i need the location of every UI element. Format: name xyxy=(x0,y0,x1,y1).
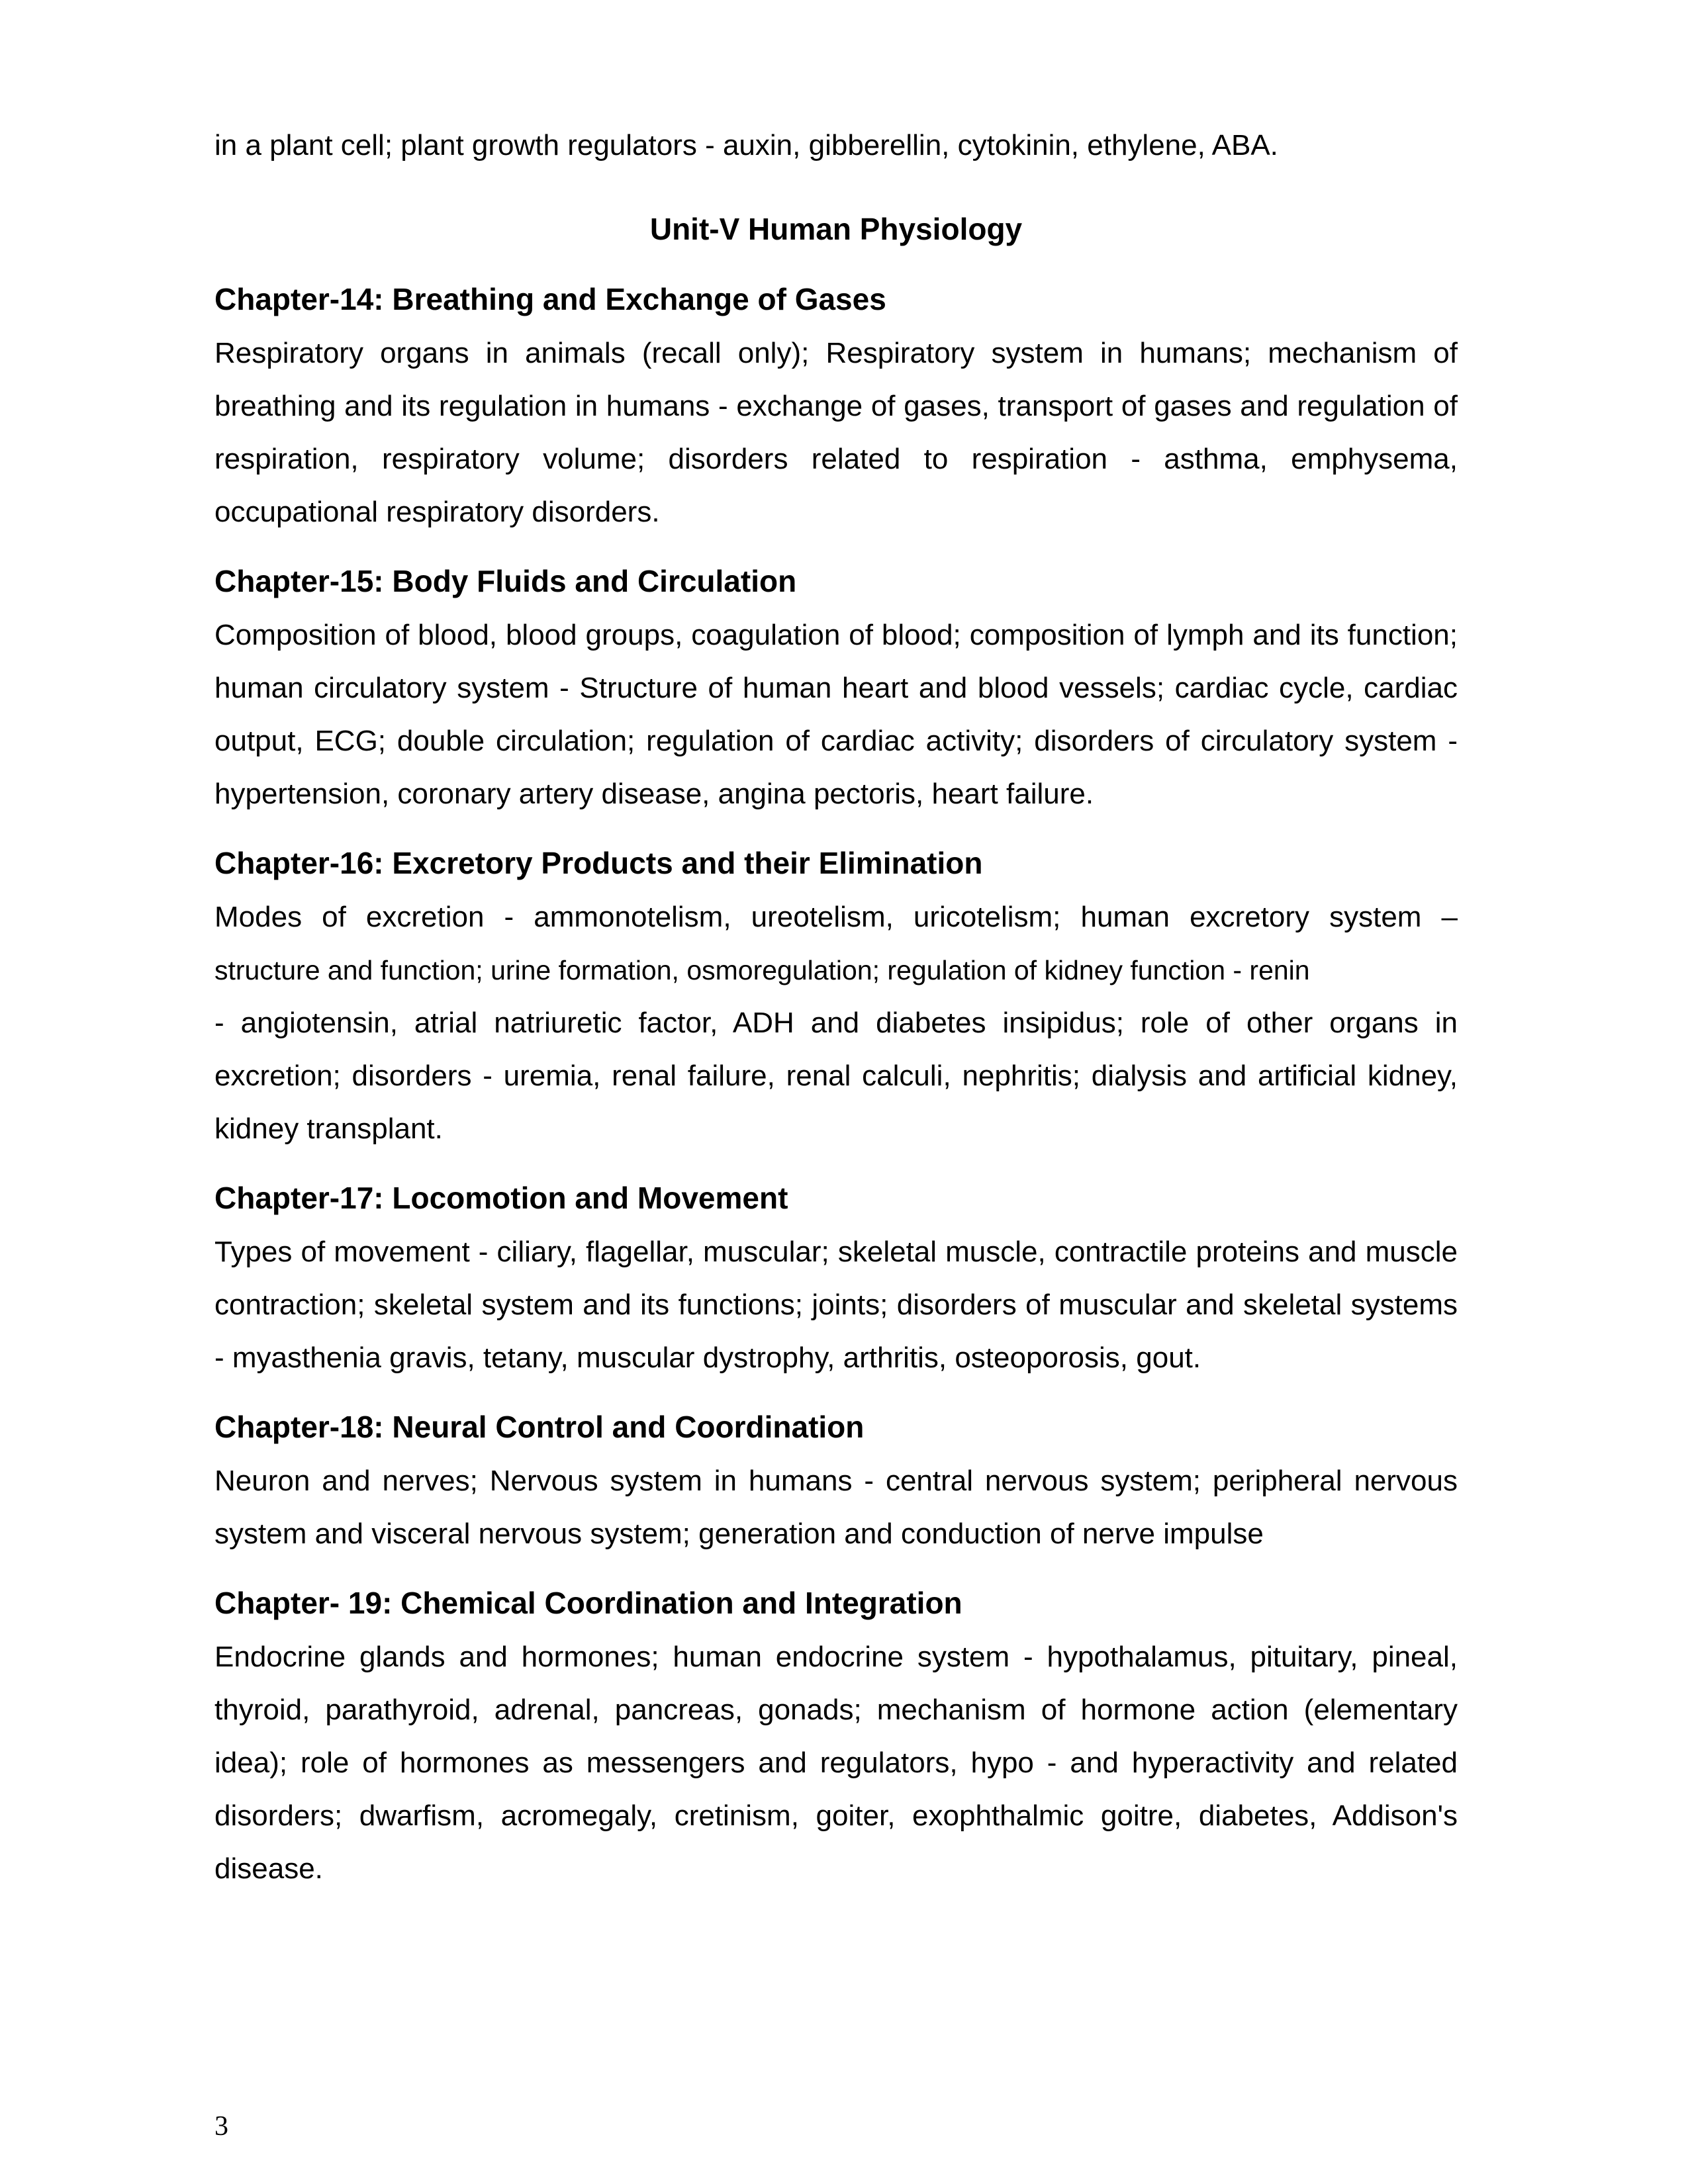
document-page xyxy=(214,119,1458,1895)
chapter-14 xyxy=(214,273,1458,539)
unit-title: Unit-V Human Physiology xyxy=(649,212,1023,246)
chapter-body: Respiratory organs in animals (recall only); Respiratory system in humans; mechanism of breathing and its regulation in humans - exchange of gases, transport of gases and regulation of respiration, respiratory volume; disorders related to respiration - asthma, emphysema, occupational respiratory disorders. xyxy=(214,337,1458,528)
chapter-title: Chapter-16: Excretory Products and their Elimination xyxy=(214,846,983,880)
chapter-17 xyxy=(214,1171,1458,1385)
chapter-body: Endocrine glands and hormones; human endocrine system - hypothalamus, pituitary, pineal, thyroid, parathyroid, adrenal, pancreas, gonads; mechanism of hormone action (elementary idea); role of hormones as messengers and regulators, hypo - and hyperactivity and related disorders; dwarfism, acromegaly, cretinism, goiter, exophthalmic goitre, diabetes, Addison's disease. xyxy=(214,1641,1458,1885)
chapter-body: Neuron and nerves; Nervous system in humans - central nervous system; peripheral nervous system and visceral nervous system; generation and conduction of nerve impulse xyxy=(214,1465,1458,1550)
intro-line: in a plant cell; plant growth regulators - auxin, gibberellin, cytokinin, ethylene, ABA. xyxy=(214,129,1278,161)
chapter-body-line2: structure and function; urine formation, osmoregulation; regulation of kidney function - renin xyxy=(214,955,1310,985)
page-number: 3 xyxy=(214,2111,228,2142)
chapter-title: Chapter-15: Body Fluids and Circulation xyxy=(214,564,797,598)
chapter-16 xyxy=(214,837,1458,1156)
chapter-title: Chapter-18: Neural Control and Coordination xyxy=(214,1410,865,1444)
chapter-body: Types of movement - ciliary, flagellar, muscular; skeletal muscle, contractile proteins and muscle contraction; skeletal system and its functions; joints; disorders of muscular and skeletal systems - myasthenia gravis, tetany, muscular dystrophy, arthritis, osteoporosis, gout. xyxy=(214,1236,1458,1374)
chapter-body: Composition of blood, blood groups, coagulation of blood; composition of lymph and its function; human circulatory system - Structure of human heart and blood vessels; cardiac cycle, cardiac output, ECG; double circulation; regulation of cardiac activity; disorders of circulatory system - hypertension, coronary artery disease, angina pectoris, heart failure. xyxy=(214,619,1458,810)
chapter-15 xyxy=(214,555,1458,821)
chapter-title: Chapter-14: Breathing and Exchange of Gases xyxy=(214,282,886,316)
chapter-title: Chapter-17: Locomotion and Movement xyxy=(214,1181,788,1215)
chapter-19 xyxy=(214,1576,1458,1895)
chapter-18 xyxy=(214,1400,1458,1561)
chapter-title: Chapter- 19: Chemical Coordination and Integration xyxy=(214,1586,962,1620)
chapter-body-line1: Modes of excretion - ammonotelism, ureotelism, uricotelism; human excretory system – xyxy=(214,901,1458,933)
chapter-body-rest: - angiotensin, atrial natriuretic factor, ADH and diabetes insipidus; role of other organs in excretion; disorders - uremia, renal failure, renal calculi, nephritis; dialysis and artificial kidney, kidney transplant. xyxy=(214,1007,1458,1145)
